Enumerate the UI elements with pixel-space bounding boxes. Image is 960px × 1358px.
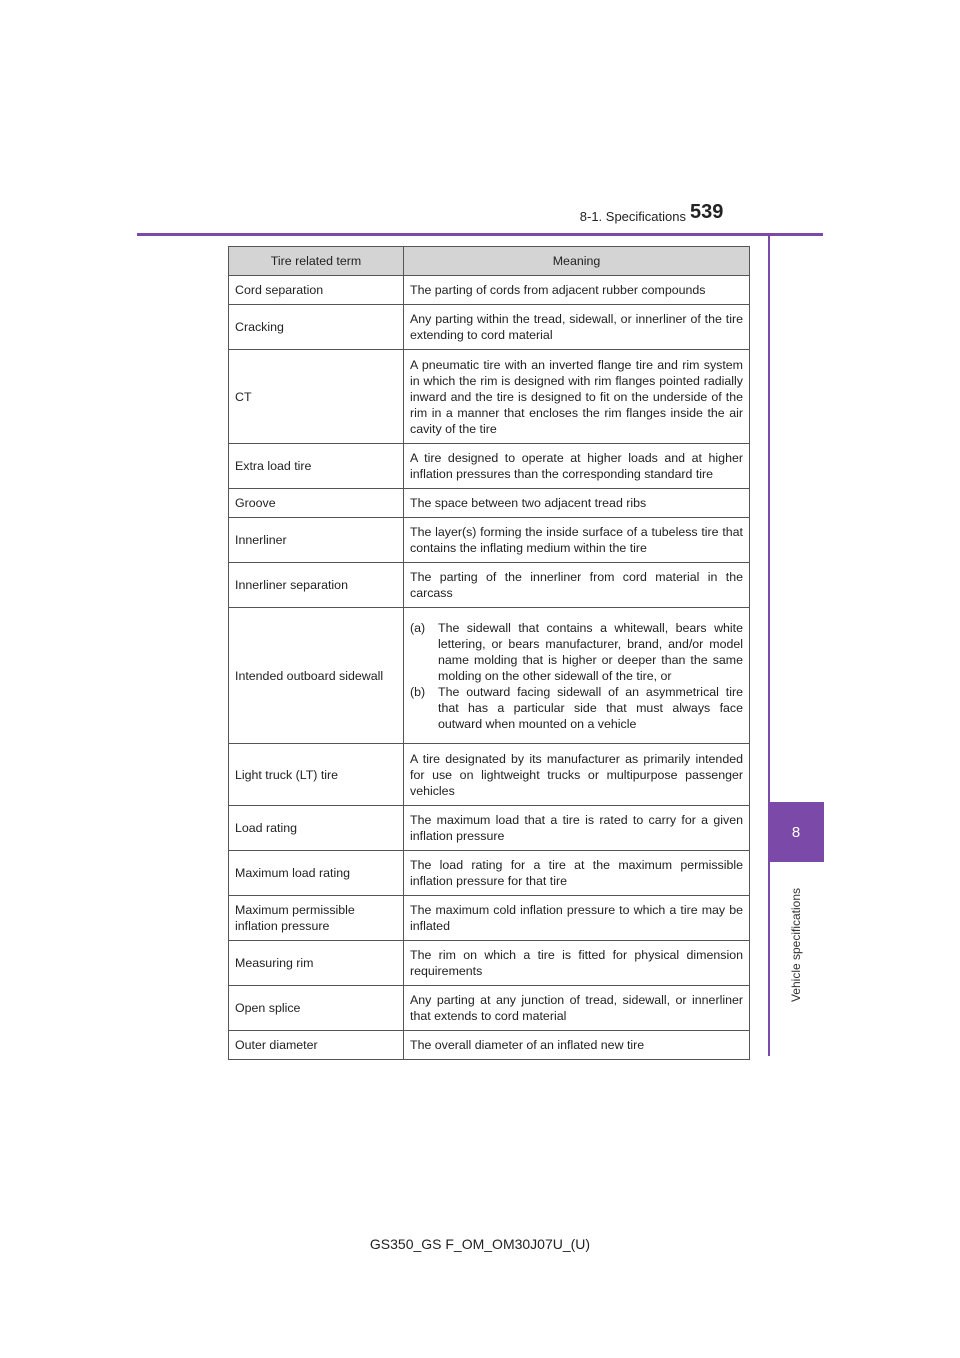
table-row (229, 276, 750, 305)
term-cell: Light truck (LT) tire (229, 744, 404, 806)
meaning-cell: The layer(s) forming the inside surface of a tubeless tire that contains the inflating medium within the tire (404, 518, 750, 563)
list-item-text: The sidewall that contains a whitewall, bears white lettering, or bears manufacturer, brand, and/or model name molding that is higher or deeper than the same molding on the other sidewall of the tire, or (438, 620, 743, 683)
meaning-cell: Any parting within the tread, sidewall, or innerliner of the tire extending to cord material (404, 305, 750, 350)
list-item (410, 684, 743, 732)
meaning-cell: The rim on which a tire is fitted for physical dimension requirements (404, 941, 750, 986)
meaning-cell: The overall diameter of an inflated new tire (404, 1031, 750, 1060)
header-meaning: Meaning (404, 247, 750, 276)
term-cell: Open splice (229, 986, 404, 1031)
term-cell: Cracking (229, 305, 404, 350)
meaning-cell: A tire designated by its manufacturer as primarily intended for use on lightweight trucks or multipurpose passenger vehicles (404, 744, 750, 806)
table-row (229, 518, 750, 563)
term-cell: Groove (229, 489, 404, 518)
chapter-tab[interactable] (768, 802, 824, 862)
term-cell: Intended outboard sidewall (229, 608, 404, 744)
term-cell: Extra load tire (229, 444, 404, 489)
table-row (229, 305, 750, 350)
meaning-cell: The load rating for a tire at the maximum permissible inflation pressure for that tire (404, 851, 750, 896)
table-row (229, 563, 750, 608)
meaning-cell: The parting of cords from adjacent rubber compounds (404, 276, 750, 305)
term-cell: Innerliner separation (229, 563, 404, 608)
term-cell: CT (229, 350, 404, 444)
table-row (229, 489, 750, 518)
term-cell: Outer diameter (229, 1031, 404, 1060)
table-row (229, 608, 750, 744)
table-row (229, 851, 750, 896)
list-item (410, 620, 743, 684)
table-row (229, 896, 750, 941)
meaning-cell: The maximum load that a tire is rated to carry for a given inflation pressure (404, 806, 750, 851)
table-row (229, 444, 750, 489)
table-row (229, 350, 750, 444)
chapter-label (768, 870, 824, 1020)
document-code: GS350_GS F_OM_OM30J07U_(U) (369, 1236, 591, 1252)
chapter-label-text: Vehicle specifications (789, 887, 804, 1003)
term-cell: Measuring rim (229, 941, 404, 986)
table-row (229, 744, 750, 806)
term-cell: Cord separation (229, 276, 404, 305)
list-marker: (b) (410, 684, 426, 699)
meaning-list (410, 620, 743, 732)
meaning-cell: The maximum cold inflation pressure to which a tire may be inflated (404, 896, 750, 941)
page-number: 539 (690, 201, 724, 223)
term-cell: Innerliner (229, 518, 404, 563)
meaning-cell: A tire designed to operate at higher loads and at higher inflation pressures than the corresponding standard tire (404, 444, 750, 489)
term-cell: Maximum load rating (229, 851, 404, 896)
table-row (229, 941, 750, 986)
table-header-row (229, 247, 750, 276)
term-cell: Load rating (229, 806, 404, 851)
meaning-cell: A pneumatic tire with an inverted flange tire and rim system in which the rim is designed with rim flanges pointed radially inward and the tire is designed to fit on the underside of the rim in a manner that encloses the rim flanges inside the air cavity of the tire (404, 350, 750, 444)
list-item-text: The outward facing sidewall of an asymmetrical tire that has a particular side that must always face outward when mounted on a vehicle (438, 684, 743, 731)
meaning-cell: The parting of the innerliner from cord material in the carcass (404, 563, 750, 608)
term-cell: Maximum permissible inflation pressure (229, 896, 404, 941)
table-row (229, 1031, 750, 1060)
table-row (229, 806, 750, 851)
meaning-cell: The space between two adjacent tread ribs (404, 489, 750, 518)
meaning-cell (404, 608, 750, 744)
meaning-cell: Any parting at any junction of tread, sidewall, or innerliner that extends to cord material (404, 986, 750, 1031)
header-term: Tire related term (229, 247, 404, 276)
section-title: 8-1. Specifications (579, 209, 686, 224)
chapter-number: 8 (791, 823, 801, 841)
tire-terms-table (228, 246, 750, 1060)
table-row (229, 986, 750, 1031)
header-divider (137, 233, 823, 236)
list-marker: (a) (410, 620, 426, 635)
